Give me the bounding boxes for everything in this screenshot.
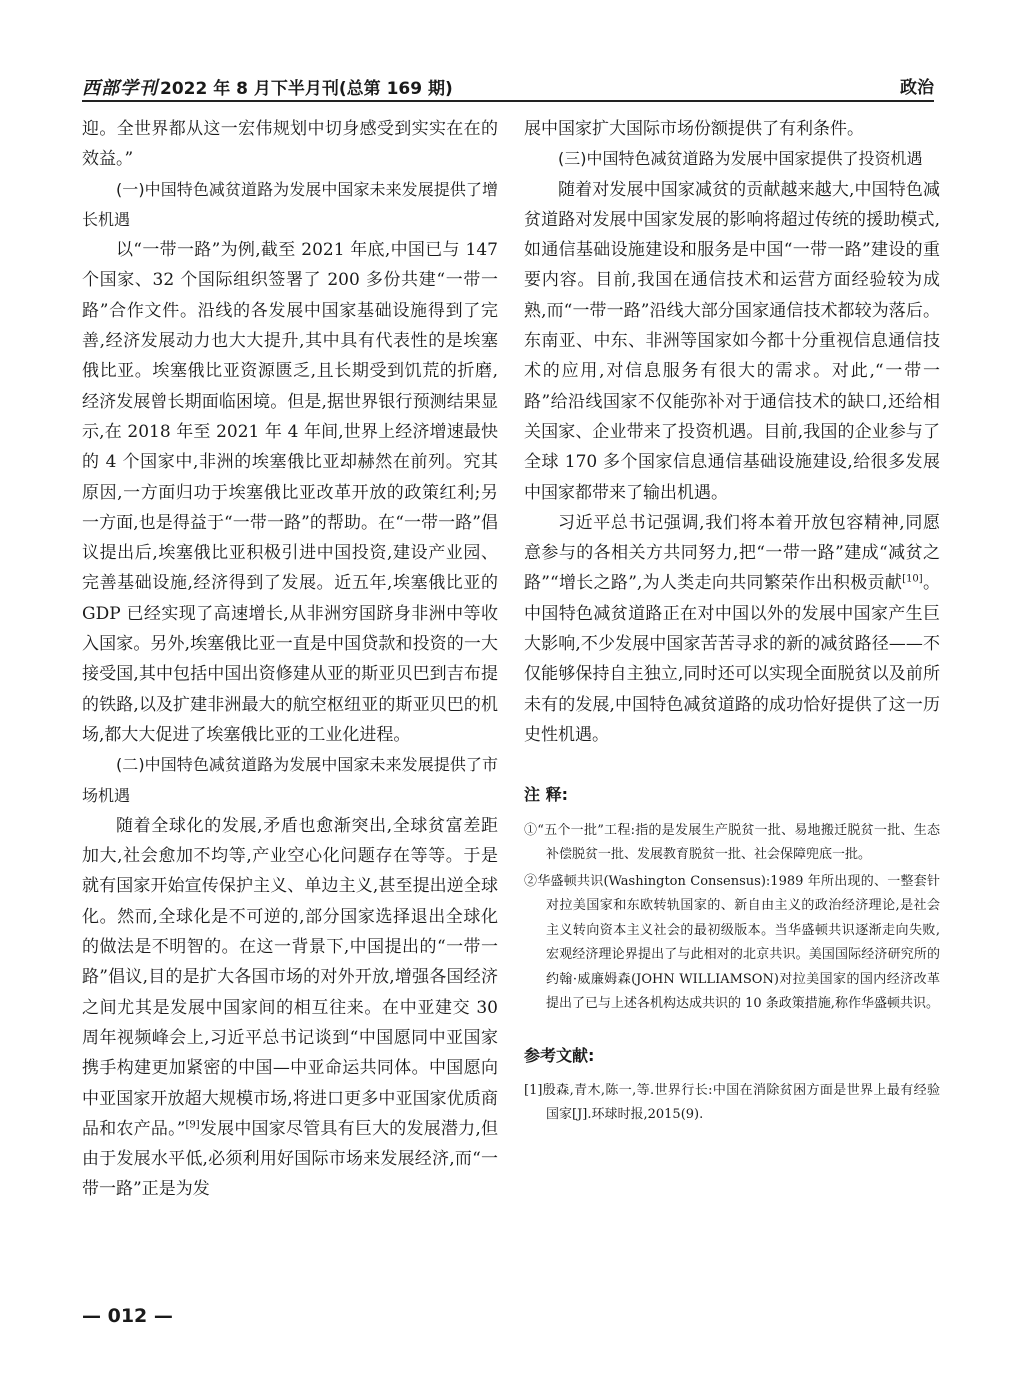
notes-heading: 注 释: xyxy=(524,785,568,805)
journal-logo: 西部学刊 xyxy=(82,78,158,99)
paragraph-conclusion-text-b: 。中国特色减贫道路正在对中国以外的发展中国家产生巨大影响,不少发展中国家苦苦寻求的新的减贫路径——不仅能够保持自主独立,同时还可以实现全面脱贫以及前所未有的发展,中国特色减贫道路的成功恰好提供了这一历史性机遇。 xyxy=(524,573,941,745)
citation-9: [9] xyxy=(185,1119,200,1131)
reference-item: [1]殷森,青木,陈一,等.世界行长:中国在消除贫困方面是世界上最有经验国家[J].环球时报,2015(9). xyxy=(524,1082,940,1123)
subheading-growth: (一)中国特色减贫道路为发展中国家未来发展提供了增长机遇 xyxy=(82,179,498,229)
note-item: ①“五个一批”工程:指的是发展生产脱贫一批、易地搬迁脱贫一批、生态补偿脱贫一批、发展教育脱贫一批、社会保障兜底一批。 xyxy=(524,822,940,863)
paragraph-market-text-a: 随着全球化的发展,矛盾也愈渐突出,全球贫富差距加大,社会愈加不均等,产业空心化问题存在等等。于是就有国家开始宣传保护主义、单边主义,甚至提出逆全球化。然而,全球化是不可逆的,部分国家选择退出全球化的做法是不明智的。在这一背景下,中国提出的“一带一路”倡议,目的是扩大各国市场的对外开放,增强各国经济之间尤其是发展中国家间的相互往来。在中亚建交 30 周年视频峰会上,习近平总书记谈到“中国愿同中亚国家携手构建更加紧密的中国—中亚命运共同体。中国愿向中亚国家开放超大规模市场,将进口更多中亚国家优质商品和农产品。” xyxy=(82,815,498,1139)
paragraph-continued-right: 展中国家扩大国际市场份额提供了有利条件。 xyxy=(524,119,864,139)
citation-10: [10] xyxy=(902,573,923,585)
paragraph-continued: 迎。全世界都从这一宏伟规划中切身感受到实实在在的效益。” xyxy=(82,119,498,170)
issue-info: 2022 年 8 月下半月刊(总第 169 期) xyxy=(160,79,453,99)
subheading-market: (二)中国特色减贫道路为发展中国家未来发展提供了市场机遇 xyxy=(82,755,498,805)
paragraph-conclusion-text-a: 习近平总书记强调,我们将本着开放包容精神,同愿意参与的各相关方共同努力,把“一带一路”建成“减贫之路”“增长之路”,为人类走向共同繁荣作出积极贡献 xyxy=(524,512,940,594)
running-header xyxy=(82,70,934,102)
references-heading: 参考文献: xyxy=(524,1045,595,1065)
note-item: ②华盛顿共识(Washington Consensus):1989 年所出现的、一整套针对拉美国家和东欧转轨国家的、新自由主义的政治经济理论,是社会主义转向资本主义社会的最初级版本。当华盛顿共识逐渐走向失败,宏观经济理论界提出了与此相对的北京共识。美国国际经济研究所的约翰·威廉姆森(JOHN WILLIAMSON)对拉美国家的国内经济改革提出了已与上述各机构达成共识的 10 条政策措施,称作华盛顿共识。 xyxy=(524,873,940,1012)
page-number: — 012 — xyxy=(82,1305,173,1327)
paragraph-market xyxy=(82,811,498,1205)
left-column xyxy=(82,114,498,1205)
paragraph-conclusion xyxy=(524,508,940,750)
journal-issue xyxy=(82,74,453,100)
paragraph-market-text-b: 发展中国家尽管具有巨大的发展潜力,但由于发展水平低,必须利用好国际市场来发展经济,而“一带一路”正是为发 xyxy=(82,1118,498,1200)
subheading-investment: (三)中国特色减贫道路为发展中国家提供了投资机遇 xyxy=(558,149,923,169)
paragraph-investment: 随着对发展中国家减贫的贡献越来越大,中国特色减贫道路对发展中国家发展的影响将超过传统的援助模式,如通信基础设施建设和服务是中国“一带一路”建设的重要内容。目前,我国在通信技术和运营方面经验较为成熟,而“一带一路”沿线大部分国家通信技术都较为落后。东南亚、中东、非洲等国家如今都十分重视信息通信技术的应用,对信息服务有很大的需求。对此,“一带一路”给沿线国家不仅能弥补对于通信技术的缺口,还给相关国家、企业带来了投资机遇。目前,我国的企业参与了全球 170 多个国家信息通信基础设施建设,给很多发展中国家都带来了输出机遇。 xyxy=(524,179,940,503)
paragraph-growth: 以“一带一路”为例,截至 2021 年底,中国已与 147 个国家、32 个国际组织签署了 200 多份共建“一带一路”合作文件。沿线的各发展中国家基础设施得到了完善,经济发展动力也大大提升,其中具有代表性的是埃塞俄比亚。埃塞俄比亚资源匮乏,且长期受到饥荒的折磨,经济发展曾长期面临困境。但是,据世界银行预测结果显示,在 2018 年至 2021 年 4 年间,世界上经济增速最快的 4 个国家中,非洲的埃塞俄比亚却赫然在前列。究其原因,一方面归功于埃塞俄比亚改革开放的政策红利;另一方面,也是得益于“一带一路”的帮助。在“一带一路”倡议提出后,埃塞俄比亚积极引进中国投资,建设产业园、完善基础设施,经济得到了发展。近五年,埃塞俄比亚的 GDP 已经实现了高速增长,从非洲穷国跻身非洲中等收入国家。另外,埃塞俄比亚一直是中国贷款和投资的一大接受国,其中包括中国出资修建从亚的斯亚贝巴到吉布提的铁路,以及扩建非洲最大的航空枢纽亚的斯亚贝巴的机场,都大大促进了埃塞俄比亚的工业化进程。 xyxy=(82,240,498,745)
section-label: 政治 xyxy=(900,78,934,98)
right-column xyxy=(524,114,940,1128)
